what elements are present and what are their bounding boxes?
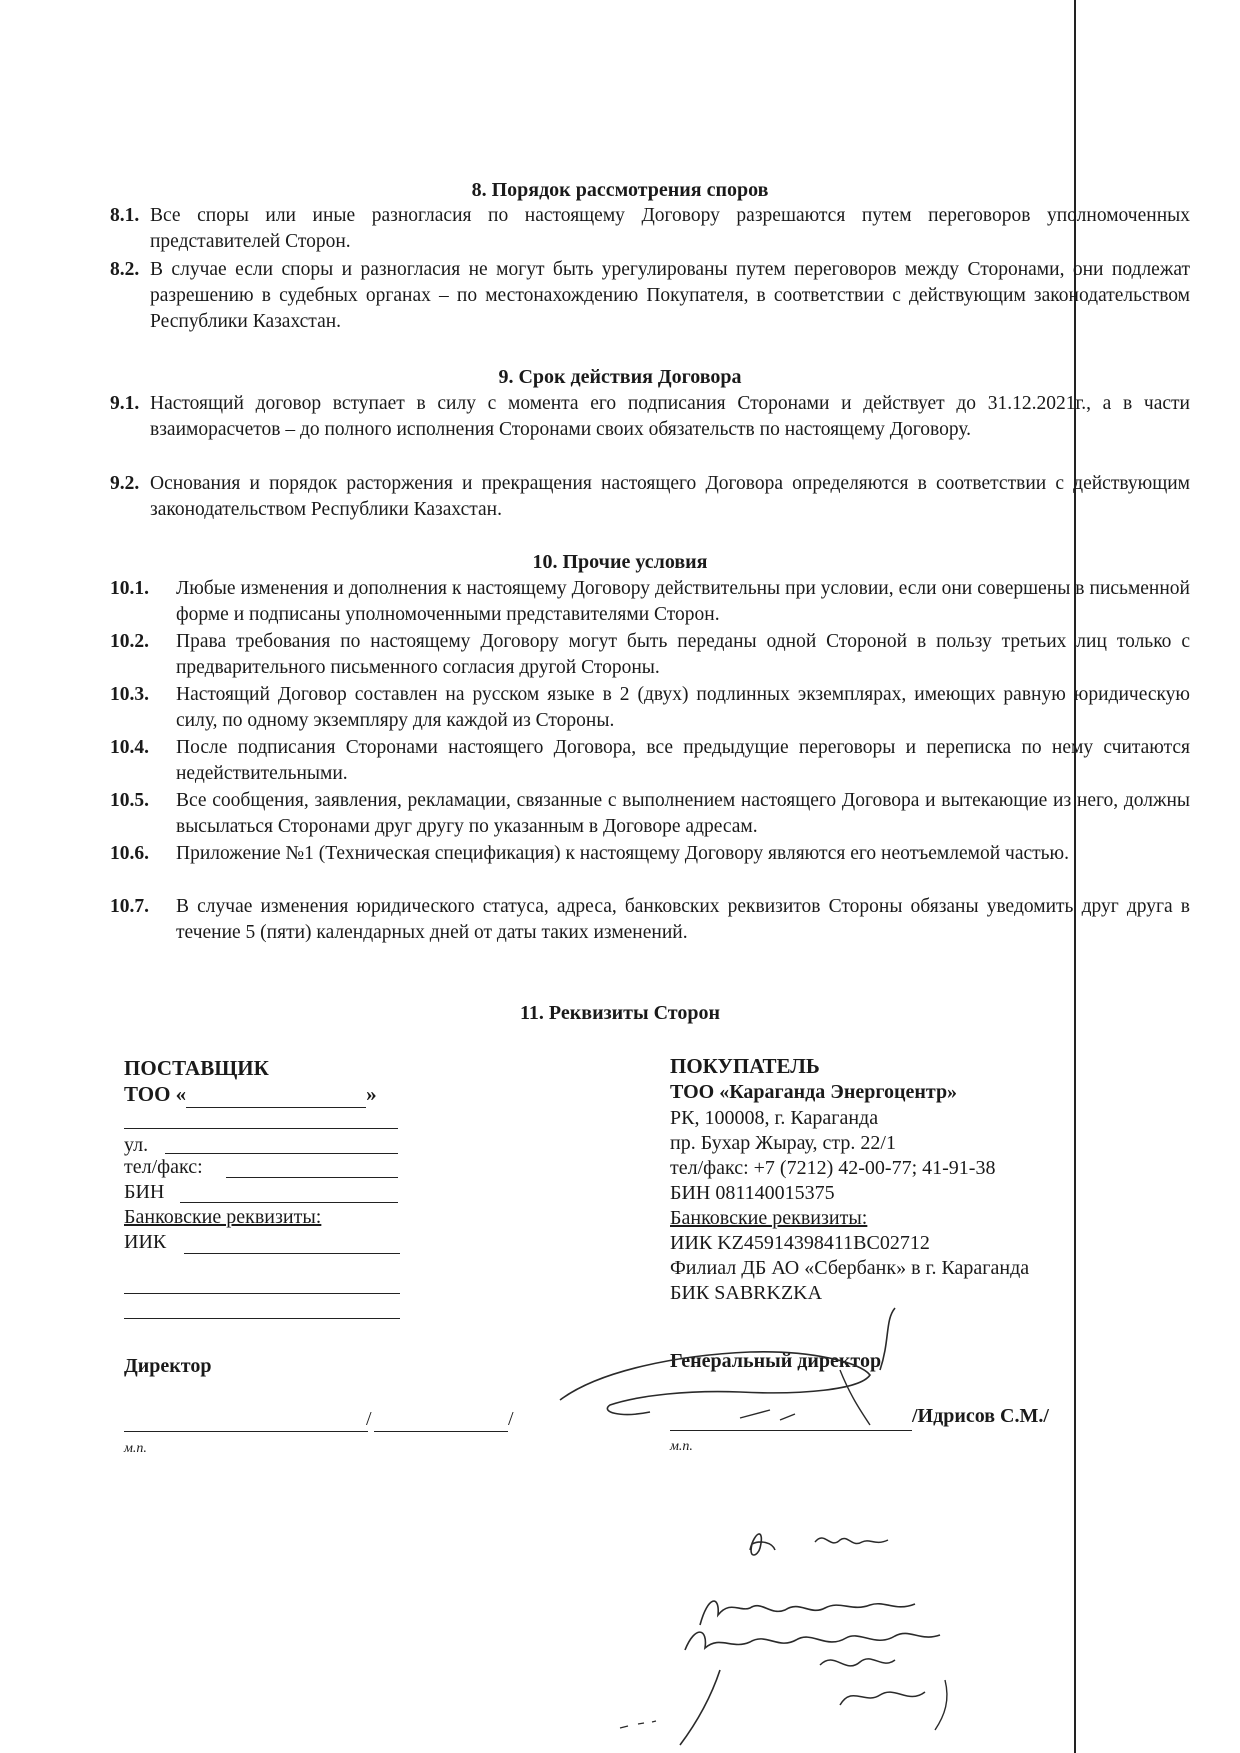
supplier-bin-row — [124, 1180, 164, 1205]
supplier-heading: ПОСТАВЩИК — [124, 1056, 269, 1080]
supplier-iik-label: ИИК — [124, 1231, 167, 1253]
clause-text: В случае изменения юридического статуса, адреса, банковских реквизитов Стороны обязаны уведомить друг друга в течение 5 (пяти) календарных дней от даты таких изменений. — [176, 896, 1190, 943]
buyer-address-2: пр. Бухар Жырау, стр. 22/1 — [670, 1132, 896, 1154]
supplier-phone-row — [124, 1155, 203, 1180]
clause-text: Настоящий Договор составлен на русском языке в 2 (двух) подлинных экземплярах, имеющих равную юридическую силу, по одному экземпляру для каждой из Стороны. — [176, 684, 1190, 731]
clause-number: 10.4. — [110, 737, 149, 758]
clause-10-1 — [110, 576, 1190, 628]
clause-number: 9.2. — [110, 473, 140, 494]
clause-text: Настоящий договор вступает в силу с момента его подписания Сторонами и действует до 31.12.2021г., а в части взаиморасчетов – до полного исполнения Сторонами своих обязательств по настоящему Договору. — [150, 393, 1190, 440]
supplier-iik-line — [184, 1253, 400, 1254]
buyer-iik: ИИК KZ45914398411BC02712 — [670, 1232, 930, 1254]
section-11-title: 11. Реквизиты Сторон — [520, 1002, 720, 1024]
buyer-heading: ПОКУПАТЕЛЬ — [670, 1054, 820, 1078]
clause-text: Все сообщения, заявления, рекламации, связанные с выполнением настоящего Договора и вытекающие из него, должны высылаться Сторонами друг другу по указанным в Договоре адресам. — [176, 790, 1190, 837]
supplier-sign-line-1 — [124, 1431, 368, 1432]
supplier-org-line — [124, 1082, 377, 1108]
supplier-bin-line — [180, 1202, 398, 1203]
supplier-stamp-place: м.п. — [124, 1441, 147, 1456]
supplier-sign-line-2 — [374, 1431, 508, 1432]
clause-number: 10.5. — [110, 790, 149, 811]
clause-10-5 — [110, 788, 1190, 840]
clause-8-2 — [110, 257, 1190, 335]
buyer-org: ТОО «Караганда Энергоцентр» — [670, 1081, 958, 1103]
buyer-signatory: /Идрисов С.М./ — [912, 1405, 1049, 1427]
clause-number: 10.2. — [110, 631, 149, 652]
supplier-sign-sep-2: / — [508, 1408, 514, 1430]
section-10-title: 10. Прочие условия — [532, 551, 708, 573]
supplier-org-suffix: » — [366, 1082, 377, 1106]
buyer-bank-label: Банковские реквизиты: — [670, 1207, 868, 1229]
clause-number: 10.6. — [110, 843, 149, 864]
clause-number: 10.3. — [110, 684, 149, 705]
approval-signatures-image — [590, 1500, 990, 1750]
section-8-title: 8. Порядок рассмотрения споров — [471, 179, 769, 201]
clause-text: Любые изменения и дополнения к настоящему Договору действительны при условии, если они совершены в письменной форме и подписаны уполномоченными представителями Сторон. — [176, 578, 1190, 625]
clause-number: 8.1. — [110, 205, 140, 226]
clause-9-2 — [110, 471, 1190, 523]
clause-text: После подписания Сторонами настоящего Договора, все предыдущие переговоры и переписка по нему считаются недействительными. — [176, 737, 1190, 784]
buyer-phone: тел/факс: +7 (7212) 42-00-77; 41-91-38 — [670, 1157, 996, 1179]
supplier-bank-label: Банковские реквизиты: — [124, 1206, 322, 1228]
director-signature-image — [540, 1300, 940, 1460]
supplier-org-prefix: ТОО « — [124, 1082, 187, 1106]
supplier-blank-line-3 — [124, 1318, 400, 1319]
supplier-sign-sep-1: / — [366, 1408, 372, 1430]
clause-number: 10.1. — [110, 578, 149, 599]
buyer-bin: БИН 081140015375 — [670, 1182, 835, 1204]
clause-10-6 — [110, 841, 1190, 867]
buyer-branch: Филиал ДБ АО «Сбербанк» в г. Караганда — [670, 1257, 1030, 1279]
supplier-bin-label: БИН — [124, 1181, 165, 1203]
supplier-iik-row — [124, 1230, 166, 1255]
clause-text: Все споры или иные разногласия по настоящему Договору разрешаются путем переговоров уполномоченных представителей Сторон. — [150, 205, 1190, 252]
buyer-bik: БИК SABRKZKA — [670, 1282, 823, 1304]
clause-text: Основания и порядок расторжения и прекращения настоящего Договора определяются в соответствии с действующим законодательством Республики Казахстан. — [150, 473, 1190, 520]
clause-10-3 — [110, 682, 1190, 734]
clause-9-1 — [110, 391, 1190, 443]
clause-text: В случае если споры и разногласия не могут быть урегулированы путем переговоров между Сторонами, они подлежат разрешению в судебных органах – по местонахождению Покупателя, в соответствии с действующим законодательством Республики Казахстан. — [150, 259, 1190, 332]
supplier-director-label: Директор — [124, 1355, 212, 1377]
supplier-phone-line — [226, 1177, 398, 1178]
clause-number: 9.1. — [110, 393, 140, 414]
clause-text: Права требования по настоящему Договору могут быть переданы одной Стороной в пользу третьих лиц только с предварительного письменного согласия другой Стороны. — [176, 631, 1190, 678]
supplier-org-name-field[interactable] — [186, 1082, 366, 1108]
clause-10-4 — [110, 735, 1190, 787]
clause-number: 8.2. — [110, 259, 140, 280]
clause-10-2 — [110, 629, 1190, 681]
supplier-blank-line-2 — [124, 1293, 400, 1294]
supplier-street-label: ул. — [124, 1134, 149, 1156]
clause-number: 10.7. — [110, 896, 149, 917]
supplier-street-line — [165, 1153, 398, 1154]
buyer-stamp-place: м.п. — [670, 1439, 693, 1454]
clause-8-1 — [110, 203, 1190, 255]
clause-10-7 — [110, 894, 1190, 946]
supplier-phone-label: тел/факс: — [124, 1156, 203, 1178]
buyer-address-1: РК, 100008, г. Караганда — [670, 1107, 879, 1129]
section-9-title: 9. Срок действия Договора — [498, 366, 742, 388]
clause-text: Приложение №1 (Техническая спецификация) к настоящему Договору являются его неотъемлемой частью. — [176, 843, 1069, 864]
supplier-blank-line-1 — [124, 1128, 398, 1129]
buyer-director-label: Генеральный директор — [670, 1350, 882, 1372]
